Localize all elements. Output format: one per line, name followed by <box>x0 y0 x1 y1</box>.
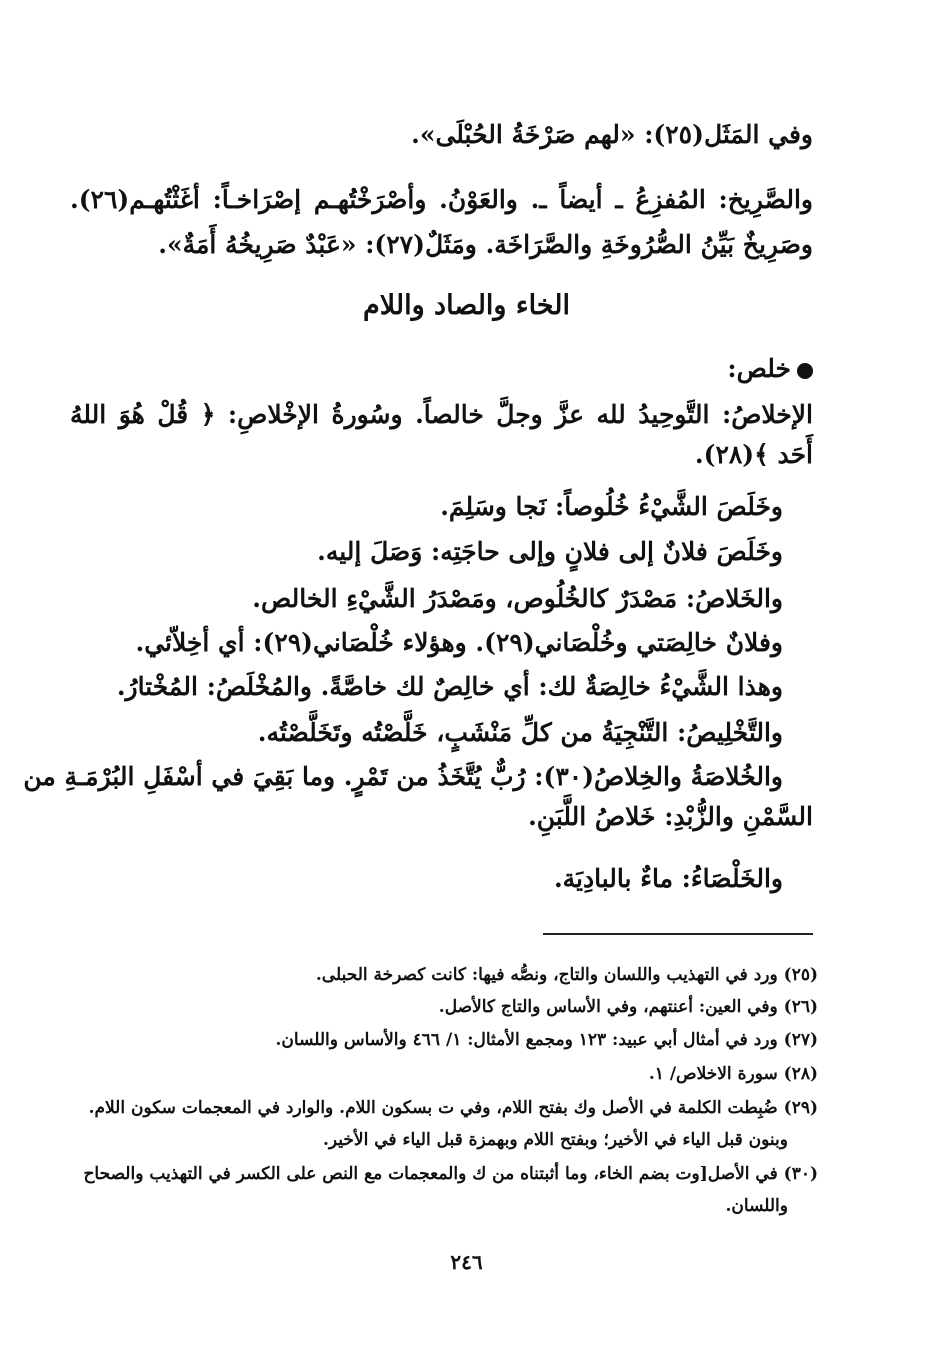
footnote-29-continued: وبنون قبل الياء في الأخير؛ وبفتح اللام وبهمزة قبل الياء في الأخير. <box>322 1130 788 1150</box>
text-line-15: والخَلْصَاءُ: ماءٌ بالبادِيَة. <box>553 864 783 893</box>
text-line-3: وصَرِيخٌ بَيِّنُ الصُّرُوخَةِ والصَّرَاخَة. ومَثَلٌ(٢٧): «عَبْدٌ صَرِيخُهُ أَمَةٌ». <box>158 230 813 259</box>
page-number: ٢٤٦ <box>450 1250 483 1274</box>
text-line-14: السَّمْنِ والزُّبْدِ: خَلاصُ اللَّبَنِ. <box>528 802 813 831</box>
text-line-7: وخَلَصَ الشَّيْءُ خُلُوصاً: نَجا وسَلِمَ. <box>440 492 783 521</box>
bullet-icon <box>797 363 813 379</box>
text-line-12: والتَّخْلِيصُ: التَّنْجِيَةُ من كلِّ مَنْشَبٍ، خَلَّصْتُه وتَخَلَّصْتُه. <box>257 718 783 747</box>
text-line-8: وخَلَصَ فلانٌ إلى فلانٍ وإلى حاجَتِه: وَصَلَ إليه. <box>317 537 783 566</box>
text-line-6: أَحَد ﴾(٢٨). <box>694 440 813 469</box>
footnote-27: (٢٧) ورد في أمثال أبي عبيد: ١٢٣ ومجمع الأمثال: ١/ ٤٦٦ والأساس واللسان. <box>275 1030 818 1050</box>
text-line-2: والصَّرِيخ: المُفزِعُ ـ أيضاً ـ. والعَوْنُ. وأصْرَخْتُهـم إصْرَاخـاً: أغَثْتُهـم(٢٦). <box>70 185 813 214</box>
text-line-9: والخَلاصُ: مَصْدَرٌ كالخُلُوص، ومَصْدَرُ الشَّيْءِ الخالص. <box>252 584 783 613</box>
footnote-29: (٢٩) ضُبِطت الكلمة في الأصل وك بفتح اللام، وفي ت بسكون اللام. والوارد في المعجمات سكون اللام. <box>88 1098 818 1118</box>
entry-headword-text: خلص: <box>727 354 791 383</box>
text-line-10: وفلانٌ خالِصَتي وخُلْصَاني(٢٩). وهؤلاء خُلْصَاني(٢٩): أي أخِلاّئي. <box>135 628 783 657</box>
section-heading: الخاء والصاد واللام <box>363 290 570 321</box>
footnote-25: (٢٥) ورد في التهذيب واللسان والتاج، ونصُّه فيها: كانت كصرخة الحبلى. <box>315 965 818 985</box>
entry-headword <box>70 352 813 386</box>
text-line-13: والخُلاصَةُ والخِلاصُ(٣٠): رُبٌّ يُتَّخَذُ من تَمْرٍ. وما بَقِيَ في أسْفَلِ البُرْمَـةِ من <box>23 762 783 791</box>
text-line-11: وهذا الشَّيْءُ خالِصَةٌ لك: أي خالِصٌ لك خاصَّةً. والمُخْلَصُ: المُخْتارُ. <box>116 672 783 701</box>
footnote-28: (٢٨) سورة الاخلاص/ ١. <box>648 1064 818 1084</box>
text-line-1: وفي المَثَل(٢٥): «لهم صَرْخَةُ الحُبْلَى». <box>411 120 813 149</box>
footnote-30-continued: واللسان. <box>725 1196 788 1216</box>
text-line-5: الإخلاصُ: التَّوحِيدُ لله عزَّ وجلَّ خالصاً. وسُورةُ الإخْلاصِ: ﴿ قُلْ هُوَ اللهُ <box>70 400 813 429</box>
footnote-26: (٢٦) وفي العين: أعنتهم، وفي الأساس والتاج كالأصل. <box>438 997 818 1017</box>
footnote-separator <box>543 933 813 935</box>
footnote-30: (٣٠) في الأصل[وت بضم الخاء، وما أثبتناه من ك والمعجمات مع النص على الكسر في التهذيب والصحاح <box>83 1164 818 1184</box>
